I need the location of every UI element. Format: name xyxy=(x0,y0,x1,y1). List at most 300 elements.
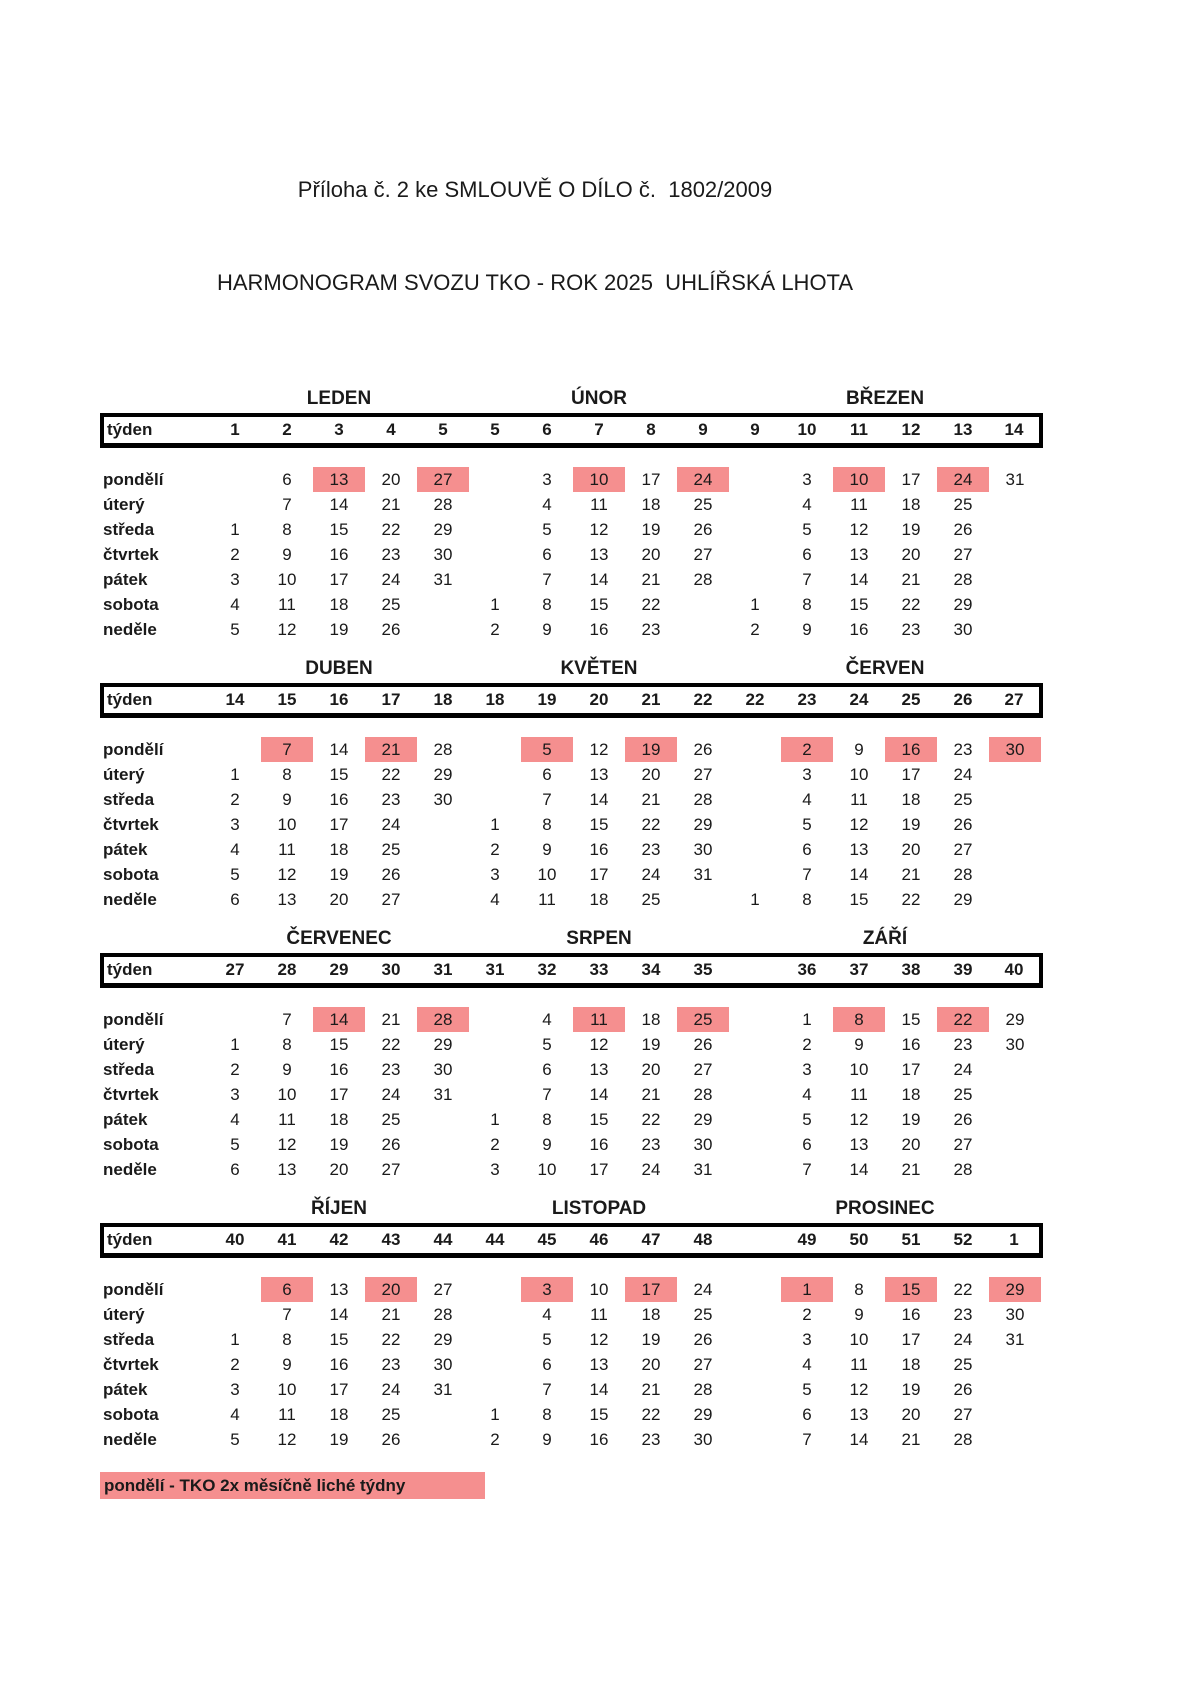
date-cell xyxy=(729,1277,781,1302)
day-row xyxy=(102,1082,1041,1107)
quarter-table-4 xyxy=(100,1196,1043,1452)
week-number: 31 xyxy=(417,955,469,986)
day-label: čtvrtek xyxy=(103,1354,159,1374)
date-cell: 11 xyxy=(850,494,868,514)
date-cell: 2 xyxy=(802,1034,812,1054)
week-number: 43 xyxy=(365,1225,417,1256)
date-cell: 9 xyxy=(802,619,812,639)
date-cell xyxy=(729,492,781,517)
date-cell: 23 xyxy=(641,1134,661,1154)
date-cell: 27 xyxy=(953,1134,973,1154)
date-cell: 24 xyxy=(381,1379,401,1399)
date-cell xyxy=(417,1157,469,1182)
date-cell: 13 xyxy=(589,544,609,564)
day-row xyxy=(102,837,1041,862)
date-cell: 29 xyxy=(693,1109,713,1129)
date-cell xyxy=(989,837,1041,862)
date-cell: 25 xyxy=(381,1109,401,1129)
date-cell: 27 xyxy=(693,1354,713,1374)
date-cell: 12 xyxy=(277,1134,297,1154)
week-number: 22 xyxy=(677,685,729,716)
row-spacer xyxy=(102,716,1041,738)
date-cell: 12 xyxy=(849,1379,869,1399)
day-label: středa xyxy=(103,1329,155,1349)
date-cell xyxy=(417,592,469,617)
date-cell: 26 xyxy=(953,814,973,834)
date-cell: 11 xyxy=(590,1304,608,1324)
date-cell: 27 xyxy=(381,1159,401,1179)
day-row xyxy=(102,492,1041,517)
week-number: 42 xyxy=(313,1225,365,1256)
date-cell: 22 xyxy=(641,594,661,614)
date-cell: 30 xyxy=(433,1059,453,1079)
month-header: SRPEN xyxy=(566,928,632,949)
date-cell xyxy=(729,1107,781,1132)
date-cell: 16 xyxy=(589,1134,609,1154)
date-cell-highlighted: 14 xyxy=(313,1007,365,1032)
date-cell: 16 xyxy=(901,1304,921,1324)
date-cell xyxy=(417,1132,469,1157)
date-cell: 15 xyxy=(329,519,349,539)
week-number: 4 xyxy=(365,415,417,446)
date-cell: 4 xyxy=(230,594,240,614)
date-cell: 14 xyxy=(849,569,869,589)
date-cell: 22 xyxy=(901,594,921,614)
date-cell: 8 xyxy=(542,1109,552,1129)
date-cell: 18 xyxy=(641,1304,661,1324)
date-cell: 28 xyxy=(693,789,713,809)
week-number: 5 xyxy=(417,415,469,446)
week-number: 24 xyxy=(833,685,885,716)
date-cell xyxy=(469,1057,521,1082)
day-row xyxy=(102,812,1041,837)
date-cell-highlighted: 3 xyxy=(521,1277,573,1302)
date-cell: 2 xyxy=(230,1059,240,1079)
day-label: úterý xyxy=(103,764,145,784)
date-cell xyxy=(729,542,781,567)
date-cell-highlighted: 27 xyxy=(417,467,469,492)
date-cell-highlighted: 10 xyxy=(833,467,885,492)
week-number: 9 xyxy=(729,415,781,446)
date-cell-highlighted: 11 xyxy=(573,1007,625,1032)
week-number: 26 xyxy=(937,685,989,716)
date-cell: 26 xyxy=(693,1034,713,1054)
week-number: 2 xyxy=(261,415,313,446)
date-cell: 17 xyxy=(589,1159,609,1179)
date-cell: 20 xyxy=(329,1159,349,1179)
date-cell: 23 xyxy=(953,1304,973,1324)
week-number: 1 xyxy=(989,1225,1041,1256)
date-cell: 26 xyxy=(381,1134,401,1154)
week-number: 33 xyxy=(573,955,625,986)
date-cell: 5 xyxy=(230,619,240,639)
date-cell: 12 xyxy=(589,739,609,759)
date-cell: 17 xyxy=(901,1329,921,1349)
date-cell xyxy=(989,1132,1041,1157)
date-cell: 24 xyxy=(953,1059,973,1079)
date-cell: 25 xyxy=(693,494,713,514)
date-cell: 28 xyxy=(693,1379,713,1399)
date-cell: 29 xyxy=(433,1329,453,1349)
week-number: 51 xyxy=(885,1225,937,1256)
date-cell: 3 xyxy=(490,1159,500,1179)
date-cell: 19 xyxy=(901,1379,921,1399)
date-cell: 12 xyxy=(849,519,869,539)
date-cell-highlighted: 16 xyxy=(885,737,937,762)
date-cell: 25 xyxy=(381,1404,401,1424)
date-cell: 22 xyxy=(641,1109,661,1129)
date-cell: 8 xyxy=(282,519,292,539)
date-cell xyxy=(729,1302,781,1327)
date-cell: 31 xyxy=(693,1159,713,1179)
date-cell: 22 xyxy=(901,889,921,909)
day-label: pondělí xyxy=(103,739,164,759)
date-cell: 30 xyxy=(433,789,453,809)
day-row xyxy=(102,1132,1041,1157)
week-number: 1 xyxy=(209,415,261,446)
date-cell xyxy=(729,787,781,812)
date-cell: 3 xyxy=(230,1084,240,1104)
date-cell: 18 xyxy=(329,839,349,859)
week-number: 3 xyxy=(313,415,365,446)
date-cell: 4 xyxy=(230,839,240,859)
date-cell: 28 xyxy=(953,1429,973,1449)
week-number: 30 xyxy=(365,955,417,986)
date-cell: 6 xyxy=(802,839,812,859)
date-cell xyxy=(469,1007,521,1032)
day-row xyxy=(102,887,1041,912)
date-cell: 9 xyxy=(542,839,552,859)
week-number: 52 xyxy=(937,1225,989,1256)
date-cell: 25 xyxy=(693,1304,713,1324)
date-cell: 19 xyxy=(641,519,661,539)
date-cell: 1 xyxy=(230,764,240,784)
date-cell: 9 xyxy=(542,1429,552,1449)
date-cell: 21 xyxy=(901,569,921,589)
week-number: 44 xyxy=(417,1225,469,1256)
date-cell xyxy=(989,1057,1041,1082)
week-number: 32 xyxy=(521,955,573,986)
date-cell: 25 xyxy=(953,494,973,514)
day-label: sobota xyxy=(103,1134,159,1154)
date-cell: 1 xyxy=(490,1109,500,1129)
title-line1: Příloha č. 2 ke SMLOUVĚ O DÍLO č. 1802/2009 xyxy=(297,177,773,202)
date-cell: 11 xyxy=(538,889,556,909)
date-cell: 30 xyxy=(1005,1304,1025,1324)
date-cell xyxy=(209,467,261,492)
date-cell: 30 xyxy=(693,1429,713,1449)
date-cell xyxy=(729,1352,781,1377)
date-cell: 5 xyxy=(802,1109,812,1129)
date-cell: 27 xyxy=(693,544,713,564)
date-cell: 13 xyxy=(589,1059,609,1079)
date-cell: 1 xyxy=(230,519,240,539)
date-cell: 15 xyxy=(589,594,609,614)
month-header-spacer xyxy=(102,656,209,685)
date-cell-highlighted: 30 xyxy=(989,737,1041,762)
date-cell: 3 xyxy=(802,1329,812,1349)
date-cell: 2 xyxy=(490,1429,500,1449)
date-cell: 3 xyxy=(542,469,552,489)
week-number: 48 xyxy=(677,1225,729,1256)
date-cell xyxy=(469,787,521,812)
date-cell: 20 xyxy=(901,1134,921,1154)
date-cell xyxy=(209,492,261,517)
date-cell: 20 xyxy=(381,469,401,489)
date-cell: 8 xyxy=(542,814,552,834)
date-cell: 8 xyxy=(282,764,292,784)
date-cell-highlighted: 8 xyxy=(833,1007,885,1032)
week-number: 40 xyxy=(989,955,1041,986)
date-cell: 26 xyxy=(693,739,713,759)
day-label: pondělí xyxy=(103,469,164,489)
month-header: ČERVEN xyxy=(845,658,925,679)
date-cell: 17 xyxy=(329,1084,349,1104)
week-number: 35 xyxy=(677,955,729,986)
date-cell: 19 xyxy=(329,1134,349,1154)
date-cell xyxy=(989,1107,1041,1132)
date-cell: 8 xyxy=(282,1329,292,1349)
date-cell: 26 xyxy=(953,519,973,539)
date-cell: 29 xyxy=(953,889,973,909)
date-cell: 6 xyxy=(802,1404,812,1424)
day-row xyxy=(102,1057,1041,1082)
day-row xyxy=(102,1302,1041,1327)
week-number: 29 xyxy=(313,955,365,986)
date-cell: 24 xyxy=(381,1084,401,1104)
date-cell xyxy=(677,592,729,617)
date-cell: 31 xyxy=(433,1379,453,1399)
day-label: neděle xyxy=(103,889,157,909)
date-cell: 21 xyxy=(901,1159,921,1179)
date-cell: 21 xyxy=(901,864,921,884)
date-cell: 17 xyxy=(329,814,349,834)
date-cell: 5 xyxy=(230,1134,240,1154)
week-number: 5 xyxy=(469,415,521,446)
date-cell: 14 xyxy=(589,569,609,589)
date-cell: 22 xyxy=(641,814,661,834)
date-cell: 8 xyxy=(802,889,812,909)
date-cell: 20 xyxy=(641,764,661,784)
date-cell: 17 xyxy=(641,469,661,489)
date-cell: 18 xyxy=(641,1009,661,1029)
date-cell xyxy=(469,1352,521,1377)
date-cell: 6 xyxy=(802,1134,812,1154)
date-cell xyxy=(729,517,781,542)
date-cell: 24 xyxy=(641,864,661,884)
week-number: 8 xyxy=(625,415,677,446)
date-cell: 30 xyxy=(433,544,453,564)
day-label: pondělí xyxy=(103,1009,164,1029)
date-cell: 5 xyxy=(802,1379,812,1399)
quarter-table-1 xyxy=(100,386,1043,642)
date-cell: 14 xyxy=(849,864,869,884)
date-cell: 12 xyxy=(589,519,609,539)
date-cell xyxy=(417,1427,469,1452)
date-cell: 16 xyxy=(329,789,349,809)
date-cell: 14 xyxy=(849,1429,869,1449)
date-cell: 20 xyxy=(641,544,661,564)
day-row xyxy=(102,1107,1041,1132)
date-cell: 6 xyxy=(542,544,552,564)
date-cell: 16 xyxy=(589,1429,609,1449)
date-cell: 23 xyxy=(901,619,921,639)
date-cell: 15 xyxy=(901,1009,921,1029)
date-cell: 4 xyxy=(490,889,500,909)
date-cell: 3 xyxy=(802,1059,812,1079)
date-cell: 15 xyxy=(329,1329,349,1349)
date-cell: 29 xyxy=(433,1034,453,1054)
date-cell: 7 xyxy=(802,1429,812,1449)
week-number: 21 xyxy=(625,685,677,716)
date-cell: 28 xyxy=(953,1159,973,1179)
date-cell: 13 xyxy=(849,1134,869,1154)
month-header: LEDEN xyxy=(306,388,372,409)
date-cell: 4 xyxy=(230,1404,240,1424)
date-cell xyxy=(989,542,1041,567)
date-cell: 14 xyxy=(589,1084,609,1104)
date-cell: 13 xyxy=(589,1354,609,1374)
day-label: pátek xyxy=(103,839,148,859)
date-cell: 23 xyxy=(641,1429,661,1449)
date-cell: 11 xyxy=(278,1404,296,1424)
date-cell: 31 xyxy=(693,864,713,884)
month-header: PROSINEC xyxy=(835,1198,935,1219)
month-header: ÚNOR xyxy=(571,388,627,409)
title-line2: HARMONOGRAM SVOZU TKO - ROK 2025 UHLÍŘSKÁ LHOTA xyxy=(216,270,854,295)
date-cell xyxy=(417,862,469,887)
date-cell-highlighted: 1 xyxy=(781,1277,833,1302)
date-cell xyxy=(989,592,1041,617)
quarter-table-3 xyxy=(100,926,1043,1182)
week-number: 15 xyxy=(261,685,313,716)
date-cell xyxy=(729,812,781,837)
week-number: 46 xyxy=(573,1225,625,1256)
date-cell: 27 xyxy=(693,1059,713,1079)
date-cell: 13 xyxy=(849,1404,869,1424)
date-cell: 15 xyxy=(589,1404,609,1424)
date-cell: 27 xyxy=(381,889,401,909)
date-cell: 9 xyxy=(854,1304,864,1324)
date-cell: 5 xyxy=(802,814,812,834)
week-number: 49 xyxy=(781,1225,833,1256)
week-number: 37 xyxy=(833,955,885,986)
date-cell: 4 xyxy=(542,1009,552,1029)
month-header-spacer xyxy=(102,926,209,955)
date-cell: 18 xyxy=(901,494,921,514)
date-cell-highlighted: 28 xyxy=(417,1007,469,1032)
date-cell xyxy=(989,887,1041,912)
date-cell: 8 xyxy=(282,1034,292,1054)
date-cell: 21 xyxy=(381,1009,401,1029)
date-cell: 2 xyxy=(802,1304,812,1324)
date-cell: 24 xyxy=(953,764,973,784)
date-cell: 24 xyxy=(693,1279,713,1299)
week-number: 28 xyxy=(261,955,313,986)
week-number: 13 xyxy=(937,415,989,446)
date-cell xyxy=(209,1007,261,1032)
date-cell: 8 xyxy=(542,594,552,614)
date-cell: 7 xyxy=(282,1304,292,1324)
day-row xyxy=(102,517,1041,542)
date-cell: 26 xyxy=(381,1429,401,1449)
date-cell: 22 xyxy=(381,764,401,784)
date-cell xyxy=(729,1007,781,1032)
date-cell: 12 xyxy=(849,814,869,834)
date-cell: 4 xyxy=(802,789,812,809)
week-number: 38 xyxy=(885,955,937,986)
date-cell: 20 xyxy=(901,544,921,564)
date-cell: 11 xyxy=(278,1109,296,1129)
date-cell xyxy=(729,1057,781,1082)
date-cell: 15 xyxy=(849,594,869,614)
date-cell: 27 xyxy=(953,839,973,859)
date-cell: 18 xyxy=(901,789,921,809)
date-cell: 14 xyxy=(329,494,349,514)
date-cell: 6 xyxy=(542,764,552,784)
date-cell: 2 xyxy=(230,544,240,564)
date-cell: 24 xyxy=(953,1329,973,1349)
date-cell: 29 xyxy=(433,764,453,784)
date-cell: 10 xyxy=(277,814,297,834)
date-cell xyxy=(469,762,521,787)
date-cell: 16 xyxy=(589,619,609,639)
date-cell xyxy=(209,1277,261,1302)
month-header: ZÁŘÍ xyxy=(862,928,908,949)
date-cell: 23 xyxy=(381,1354,401,1374)
date-cell xyxy=(729,1032,781,1057)
day-label: neděle xyxy=(103,619,157,639)
date-cell: 31 xyxy=(1005,469,1025,489)
week-number: 44 xyxy=(469,1225,521,1256)
date-cell: 13 xyxy=(329,1279,349,1299)
date-cell: 18 xyxy=(329,1109,349,1129)
date-cell: 27 xyxy=(433,1279,453,1299)
date-cell: 16 xyxy=(329,1059,349,1079)
date-cell xyxy=(677,887,729,912)
date-cell: 7 xyxy=(542,569,552,589)
day-label: neděle xyxy=(103,1429,157,1449)
day-label: čtvrtek xyxy=(103,814,159,834)
date-cell: 29 xyxy=(693,1404,713,1424)
date-cell xyxy=(989,787,1041,812)
date-cell: 5 xyxy=(230,1429,240,1449)
date-cell: 23 xyxy=(381,789,401,809)
day-label: středa xyxy=(103,1059,155,1079)
date-cell: 29 xyxy=(433,519,453,539)
day-row xyxy=(102,862,1041,887)
week-number: 12 xyxy=(885,415,937,446)
date-cell: 24 xyxy=(641,1159,661,1179)
month-header: ŘÍJEN xyxy=(311,1198,367,1219)
date-cell: 9 xyxy=(542,1134,552,1154)
date-cell: 28 xyxy=(693,1084,713,1104)
date-cell: 10 xyxy=(537,1159,557,1179)
date-cell: 7 xyxy=(542,789,552,809)
date-cell xyxy=(729,467,781,492)
date-cell: 11 xyxy=(850,789,868,809)
day-row xyxy=(102,1377,1041,1402)
date-cell: 22 xyxy=(641,1404,661,1424)
date-cell: 25 xyxy=(953,1354,973,1374)
week-number: 19 xyxy=(521,685,573,716)
date-cell-highlighted: 7 xyxy=(261,737,313,762)
date-cell: 26 xyxy=(381,864,401,884)
date-cell: 20 xyxy=(329,889,349,909)
date-cell: 23 xyxy=(953,739,973,759)
date-cell: 10 xyxy=(277,1379,297,1399)
day-label: úterý xyxy=(103,1034,145,1054)
